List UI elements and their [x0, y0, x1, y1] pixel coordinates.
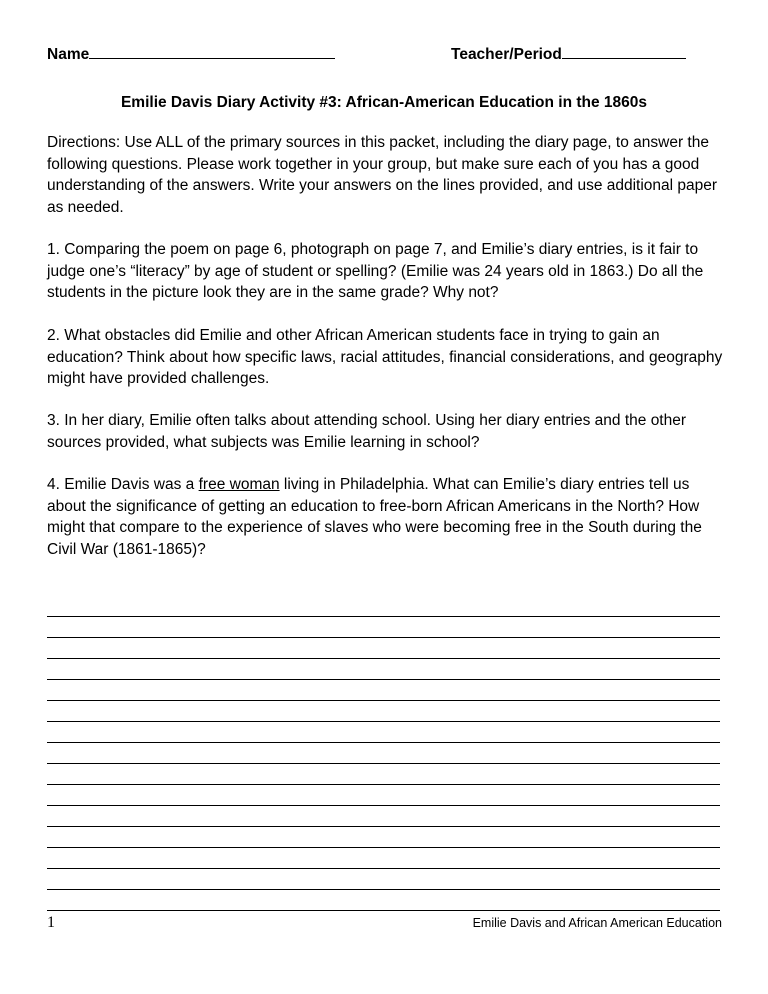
name-blank[interactable] — [89, 43, 335, 59]
answer-line[interactable] — [47, 806, 720, 827]
answer-line[interactable] — [47, 680, 720, 701]
answer-line[interactable] — [47, 869, 720, 890]
answer-line[interactable] — [47, 701, 720, 722]
question-4-underlined-term: free woman — [198, 476, 280, 493]
answer-line[interactable] — [47, 659, 720, 680]
answer-lines[interactable] — [47, 596, 720, 911]
question-4-start: 4. Emilie Davis was a — [47, 476, 199, 493]
teacher-period-blank[interactable] — [562, 43, 686, 59]
answer-line[interactable] — [47, 617, 720, 638]
answer-line[interactable] — [47, 722, 720, 743]
page-number: 1 — [47, 914, 55, 931]
header-row — [47, 43, 727, 67]
answer-line[interactable] — [47, 827, 720, 848]
teacher-period-field[interactable] — [451, 43, 686, 64]
answer-line[interactable] — [47, 638, 720, 659]
answer-line[interactable] — [47, 596, 720, 617]
answer-line[interactable] — [47, 785, 720, 806]
name-field[interactable] — [47, 43, 335, 64]
answer-line[interactable] — [47, 848, 720, 869]
page-title: Emilie Davis Diary Activity #3: African-American Education in the 1860s — [120, 94, 648, 111]
question-4-end: living in Philadelphia. What can Emilie’s diary entries tell us about the significance of getting an education to free-born African Americans in the North? How might that compare to the experience of slaves who were becoming free in the South during the Civil War (1861-1865)? — [47, 476, 702, 558]
name-label: Name — [47, 46, 90, 63]
answer-line[interactable] — [47, 764, 720, 785]
footer-text: Emilie Davis and African American Education — [472, 916, 722, 930]
question-3: 3. In her diary, Emilie often talks about attending school. Using her diary entries and the other sources provided, what subjects was Emilie learning in school? — [47, 412, 687, 451]
directions-paragraph: Directions: Use ALL of the primary sources in this packet, including the diary page, to answer the following questions. Please work together in your group, but make sure each of you has a good understanding of the answers. Write your answers on the lines provided, and use additional paper as needed. — [47, 134, 718, 216]
question-1: 1. Comparing the poem on page 6, photograph on page 7, and Emilie’s diary entries, is it fair to judge one’s “literacy” by age of student or spelling? (Emilie was 24 years old in 1863.) Do all the students in the picture look they are in the same grade? Why not? — [47, 241, 704, 301]
question-2: 2. What obstacles did Emilie and other African American students face in trying to gain an education? Think about how specific laws, racial attitudes, financial considerations, and geography might have provided challenges. — [47, 327, 723, 387]
teacher-period-label: Teacher/Period — [451, 46, 562, 63]
answer-line[interactable] — [47, 890, 720, 911]
answer-line[interactable] — [47, 743, 720, 764]
question-4 — [47, 474, 727, 560]
